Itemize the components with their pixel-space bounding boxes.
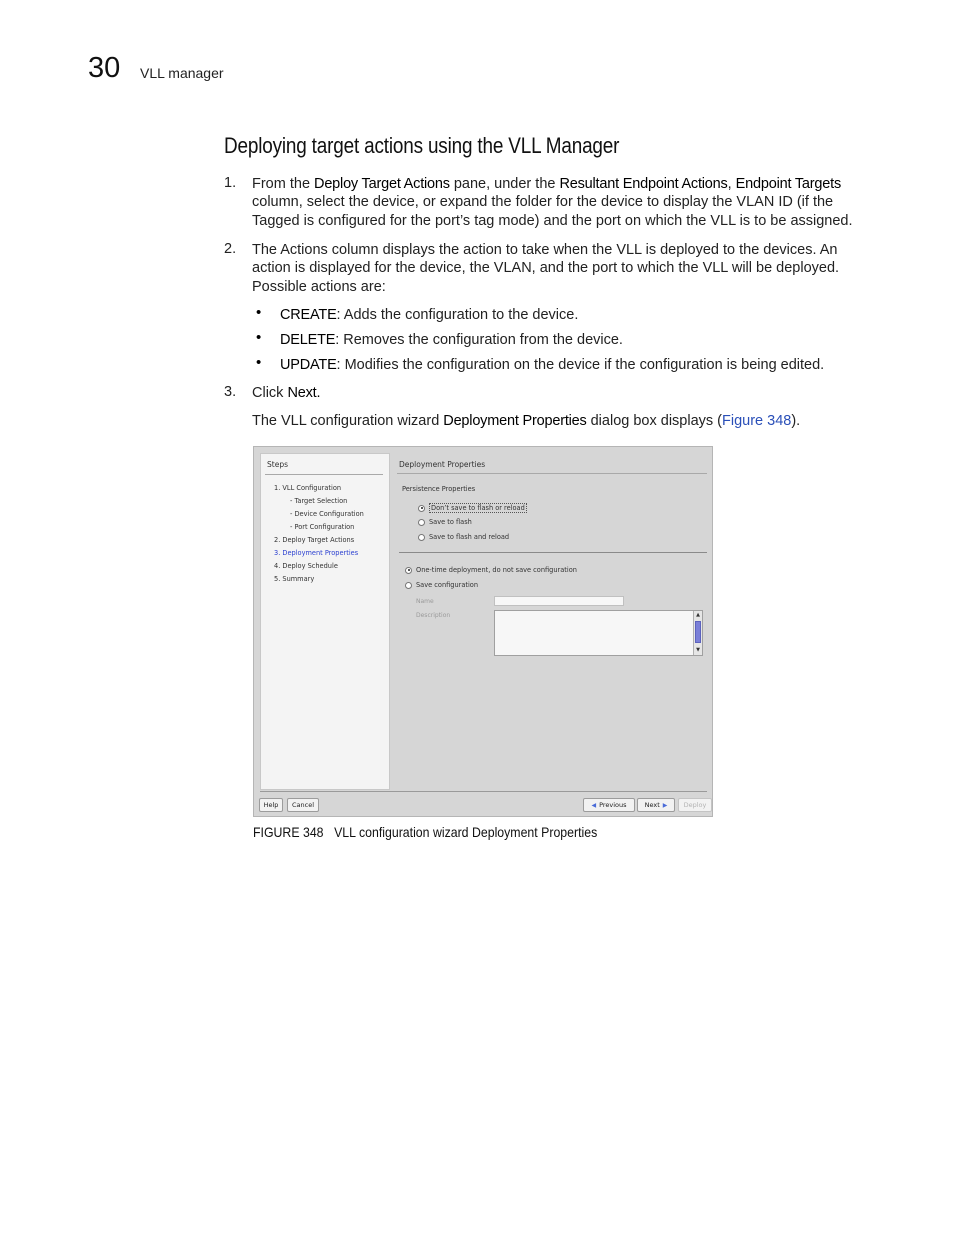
step-3-text: Click Next. [252, 385, 321, 401]
figure-link[interactable]: Figure 348 [722, 413, 792, 429]
divider [260, 791, 707, 792]
next-button[interactable]: Next ▶ [637, 798, 675, 812]
divider [265, 474, 383, 475]
scroll-thumb[interactable] [695, 621, 701, 643]
step-item[interactable]: - Device Configuration [290, 510, 364, 518]
description-label: Description [416, 612, 451, 619]
chapter-title: VLL manager [140, 65, 224, 81]
figure-label: FIGURE 348 [253, 824, 324, 840]
bullet-item: UPDATE: Modifies the configuration on the device if the configuration is being edited. [280, 357, 825, 373]
radio-icon[interactable] [405, 582, 412, 589]
step-2-text: The Actions column displays the action to take when the VLL is deployed to the devices. An action is displayed for the device, the VLAN, and the port to which the VLL will be deployed. Possible actions are: [252, 242, 840, 295]
steps-panel [260, 453, 390, 790]
props-title: Deployment Properties [399, 460, 486, 469]
radio-icon[interactable] [418, 519, 425, 526]
deploy-option[interactable]: Save configuration [405, 581, 478, 589]
persistence-label: Persistence Properties [402, 485, 476, 493]
cancel-button[interactable]: Cancel [287, 798, 319, 812]
pane-name: Resultant Endpoint Actions [559, 176, 728, 192]
step-number: 3. [224, 384, 237, 400]
help-button[interactable]: Help [259, 798, 283, 812]
bullet-item: DELETE: Removes the configuration from the device. [280, 332, 623, 348]
bullet-icon: • [256, 329, 262, 346]
radio-selected-icon[interactable] [405, 567, 412, 574]
bullet-item: CREATE: Adds the configuration to the device. [280, 307, 579, 323]
radio-selected-icon[interactable] [418, 505, 425, 512]
step-item[interactable]: 5. Summary [274, 575, 315, 583]
scroll-up-icon[interactable]: ▲ [696, 612, 700, 618]
deploy-button[interactable]: Deploy [678, 798, 712, 812]
arrow-left-icon: ◀ [591, 801, 597, 809]
scroll-down-icon[interactable]: ▼ [696, 647, 700, 653]
scrollbar[interactable] [693, 611, 702, 655]
persistence-option[interactable]: Save to flash [418, 518, 472, 526]
step-item[interactable]: 2. Deploy Target Actions [274, 536, 355, 544]
divider [399, 552, 707, 553]
figure-caption [253, 824, 597, 840]
arrow-right-icon: ▶ [662, 801, 668, 809]
step-item[interactable]: 4. Deploy Schedule [274, 562, 338, 570]
previous-button[interactable]: ◀ Previous [583, 798, 635, 812]
wizard-screenshot [253, 446, 713, 817]
name-field[interactable] [494, 596, 624, 606]
step-item[interactable]: 1. VLL Configuration [274, 484, 342, 492]
name-label: Name [416, 598, 434, 605]
step-number: 1. [224, 175, 237, 191]
pane-name: Deploy Target Actions [314, 176, 450, 192]
step-item[interactable]: - Target Selection [290, 497, 348, 505]
description-field[interactable] [494, 610, 703, 656]
bullet-icon: • [256, 354, 262, 371]
steps-title: Steps [267, 460, 288, 469]
divider [397, 473, 707, 474]
column-name: Endpoint Targets [735, 176, 842, 192]
step-1-text: From the Deploy Target Actions pane, under the Resultant Endpoint Actions, Endpoint Targets column, select the device, or expand the folder for the device to display the VLAN ID (if the Tagged is configured for the port’s tag mode) and the port on which the VLL is to be assigned. [252, 176, 853, 229]
radio-icon[interactable] [418, 534, 425, 541]
step-number: 2. [224, 241, 237, 257]
persistence-option[interactable]: Don’t save to flash or reload [418, 503, 527, 513]
step-item-active[interactable]: 3. Deployment Properties [274, 549, 359, 557]
figure-title: VLL configuration wizard Deployment Properties [334, 824, 598, 840]
bullet-icon: • [256, 304, 262, 321]
step-item[interactable]: - Port Configuration [290, 523, 355, 531]
section-heading: Deploying target actions using the VLL Manager [224, 133, 620, 158]
deploy-option[interactable]: One-time deployment, do not save configuration [405, 566, 577, 574]
chapter-number: 30 [88, 52, 121, 84]
step-3-followup: The VLL configuration wizard Deployment Properties dialog box displays (Figure 348). [252, 413, 801, 429]
persistence-option[interactable]: Save to flash and reload [418, 533, 509, 541]
